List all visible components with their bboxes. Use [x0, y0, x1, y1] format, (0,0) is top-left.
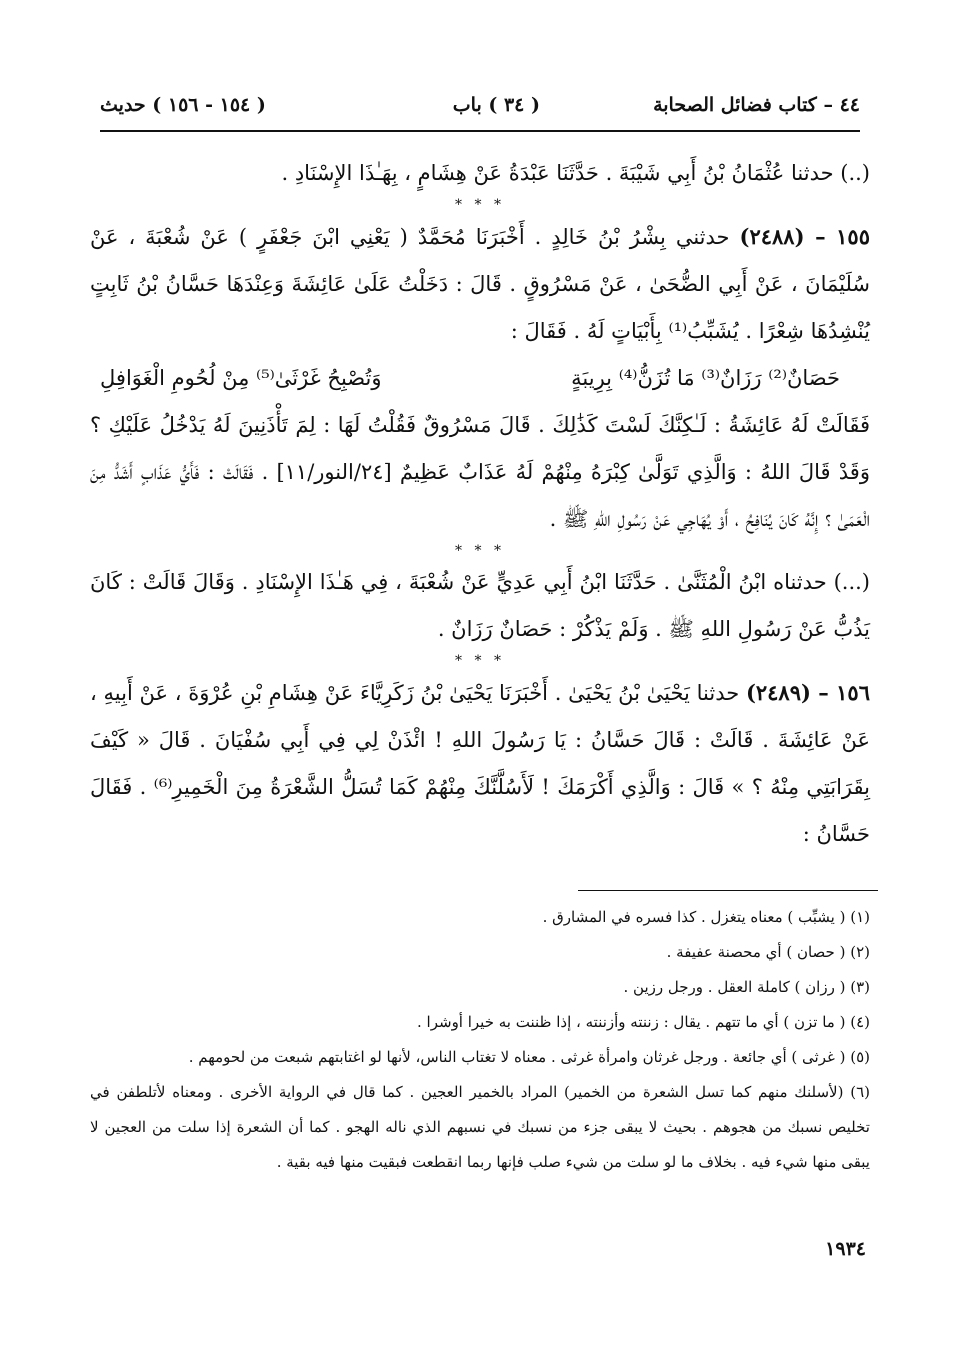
section-separator: * * * — [455, 653, 505, 669]
hadith-text: حدثني بِشْرُ بْنُ خَالِدٍ . أَخْبَرَنَا مُحَمَّدٌ ( يَعْنِي ابْنَ جَعْفَرٍ ) عَنْ شُعْبَةَ ، عَنْ سُلَيْمَانَ ، عَنْ أَبِي الضُّحَىٰ ، عَنْ مَسْرُوقٍ . قَالَ : دَخَلْتُ عَلَىٰ عَائِشَةَ وَعِنْدَهَا حَسَّانُ بْنُ ثَابِتٍ يُنْشِدُهَا شِعْرًا . يُشَبِّبُ⁽¹⁾ بِأَبْيَاتٍ لَهُ . فَقَالَ : — [90, 225, 870, 343]
running-header — [100, 88, 860, 128]
main-text — [90, 150, 870, 858]
footnote-2: (٢) ( حصان ) أي محصنة عفيفة . — [666, 943, 870, 961]
chapter-label: ( ٣٤ ) باب — [452, 94, 540, 116]
poem-hemistich-first: حَصَانٌ⁽²⁾ رَزَانٌ⁽³⁾ مَا تُزَنُّ⁽⁴⁾ بِرِيبَةٍ — [571, 366, 840, 390]
poem-verse — [90, 355, 870, 402]
footnote-4: (٤) ( ما تزن ) أي ما تتهم . يقال : زننته وأزننته ، إذا ظننت به خيرا أوشرا . — [417, 1013, 870, 1031]
hadith-paragraph-4: (...) حدثناه ابْنُ الْمُثَنَّىٰ . حَدَّثَنَا ابْنُ أَبِي عَدِيٍّ عَنْ شُعْبَةَ ، فِي هَـٰذَا الإِسْنَادِ . وَقَالَ قَالَتْ : كَانَ يَذُبُّ عَنْ رَسُولِ اللهِ ﷺ . وَلَمْ يَذْكُرْ : حَصَانٌ رَزَانٌ . — [90, 570, 870, 641]
hadith-paragraph-1: (..) حدثنا عُثْمَانُ بْنُ أَبِي شَيْبَةَ . حَدَّثَنَا عَبْدَةُ عَنْ هِشَامٍ ، بِهَـٰذَا الإِسْنَادِ . — [281, 161, 870, 185]
hadith-paragraph-155 — [90, 213, 870, 355]
section-separator: * * * — [455, 197, 505, 213]
page-number: ١٩٣٤ — [825, 1238, 866, 1260]
footnotes — [90, 900, 870, 1180]
hadith-range: ( ١٥٤ - ١٥٦ ) حديث — [100, 94, 266, 116]
section-separator: * * * — [455, 543, 505, 559]
footnote-5: (٥) ( غرثى ) أي جائعة . ورجل غرثان وامرأة غرثى . معناه لا تغتاب الناس، لأنها لو اغتابتهم شبعت من لحومهم . — [188, 1048, 870, 1066]
book-title: ٤٤ – كتاب فضائل الصحابة — [653, 94, 860, 116]
footnote-1: (١) ( يشبِّب ) معناه يتغزل . كذا فسره في المشارق . — [542, 908, 870, 926]
header-divider — [100, 130, 860, 132]
poem-hemistich-second: وَتُصْبِحُ غَرْثَىٰ⁽⁵⁾ مِنْ لُحُومِ الْغَوَافِلِ — [100, 366, 382, 390]
hadith-number: ١٥٥ – (٢٤٨٨) — [739, 224, 870, 249]
footnote-6: (٦) (لأسلنك منهم كما تسل الشعرة من الخمير) المراد بالخمير العجين . كما قال في الرواية الأخرى . ومعناه لأتلطفن في تخليص نسبك من هجوهم . بحيث لا يبقى جزء من نسبك في نسبهم الذي ناله الهجو . كما أن الشعرة إذا سلت من العجين لا يبقى منها شيء فيه . بخلاف ما لو سلت من شيء صلب فإنها ربما انقطعت فبقيت منها فيه بقية . — [90, 1083, 870, 1171]
hadith-paragraph-3: فَقَالَتْ لَهُ عَائِشَةُ : لَـٰكِنَّكَ لَسْتَ كَذَٰلِكَ . قَالَ مَسْرُوقٌ فَقُلْتُ لَهَا : لِمَ تَأْذَنِينَ لَهُ يَدْخُلُ عَلَيْكِ ؟ وَقَدْ قَالَ اللهُ : وَالَّذِي تَوَلَّىٰ كِبْرَهُ مِنْهُمْ لَهُ عَذَابٌ عَظِيمٌ [٢٤/النور/١١] . فَقَالَتْ : فَأَيُّ عَذَابٍ أَشَدُّ مِنَ الْعَمَىٰ ؟ إِنَّهُ كَانَ يُنَافِحُ ، أَوْ يُهَاجِي عَنْ رَسُولِ اللهِ ﷺ . — [90, 413, 870, 531]
hadith-number: ١٥٦ – (٢٤٨٩) — [745, 680, 870, 705]
footnote-3: (٣) ( رزان ) كاملة العقل . ورجل رزين . — [623, 978, 870, 996]
footnote-divider — [578, 890, 878, 891]
hadith-paragraph-156 — [90, 669, 870, 858]
hadith-text: حدثنا يَحْيَىٰ بْنُ يَحْيَىٰ . أَخْبَرَنَا يَحْيَىٰ بْنُ زَكَرِيَّاءَ عَنْ هِشَامِ بْنِ عُرْوَةَ ، عَنْ أَبِيهِ ، عَنْ عَائِشَةَ . قَالَتْ : قَالَ حَسَّانُ : يَا رَسُولَ اللهِ ! ائْذَنْ لِي فِي أَبِي سُفْيَانَ . قَالَ « كَيْفَ بِقَرَابَتِي مِنْهُ ؟ » قَالَ : وَالَّذِي أَكْرَمَكَ ! لَأَسُلَّنَّكَ مِنْهُمْ كَمَا تُسَلُّ الشَّعْرَةُ مِنَ الْخَمِيرِ⁽⁶⁾ . فَقَالَ حَسَّانُ : — [90, 681, 870, 846]
